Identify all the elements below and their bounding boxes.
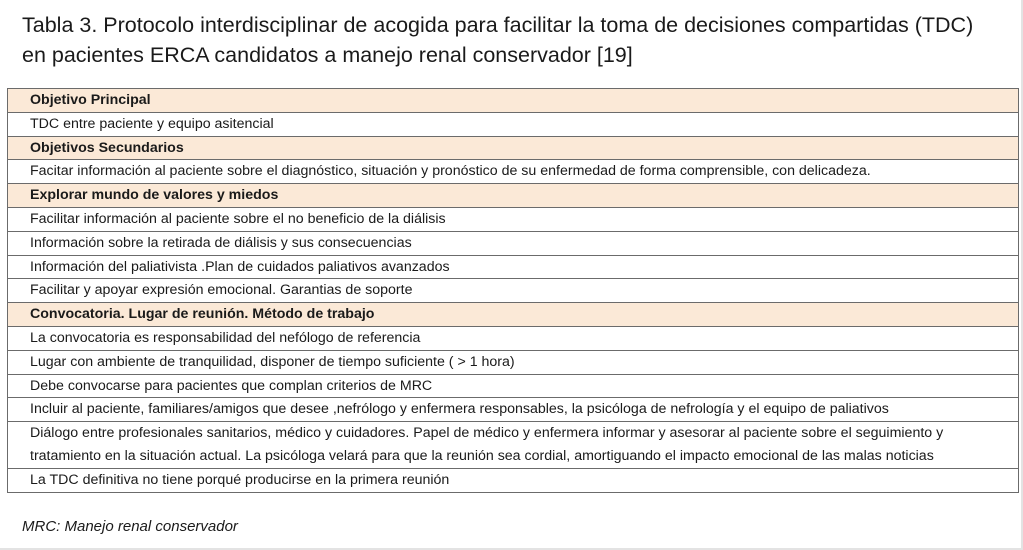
table-row: Lugar con ambiente de tranquilidad, disponer de tiempo suficiente ( > 1 hora) bbox=[8, 351, 1018, 375]
table-row: Diálogo entre profesionales sanitarios, médico y cuidadores. Papel de médico y enfermera informar y asesorar al paciente sobre el seguimiento y tratamiento en la situación actual. La psicóloga velará para que la reunión sea cordial, amortiguando el impacto emocional de las malas noticias bbox=[8, 422, 1018, 469]
table-row: Información sobre la retirada de diálisis y sus consecuencias bbox=[8, 232, 1018, 256]
protocol-table bbox=[7, 88, 1019, 493]
table-row: Facitar información al paciente sobre el diagnóstico, situación y pronóstico de su enfermedad de forma comprensible, con delicadeza. bbox=[8, 160, 1018, 184]
table-row: La convocatoria es responsabilidad del nefólogo de referencia bbox=[8, 327, 1018, 351]
table-row: Incluir al paciente, familiares/amigos que desee ,nefrólogo y enfermera responsables, la psicóloga de nefrología y el equipo de paliativos bbox=[8, 398, 1018, 422]
section-header-row: Convocatoria. Lugar de reunión. Método de trabajo bbox=[8, 303, 1018, 327]
section-header-row: Explorar mundo de valores y miedos bbox=[8, 184, 1018, 208]
footnote: MRC: Manejo renal conservador bbox=[22, 518, 238, 535]
table-row: Facilitar información al paciente sobre el no beneficio de la diálisis bbox=[8, 208, 1018, 232]
table-title: Tabla 3. Protocolo interdisciplinar de acogida para facilitar la toma de decisiones compartidas (TDC) en pacientes ERCA candidatos a manejo renal conservador [19] bbox=[22, 13, 974, 67]
section-header-row: Objetivo Principal bbox=[8, 89, 1018, 113]
section-header-row: Objetivos Secundarios bbox=[8, 137, 1018, 161]
table-row: Facilitar y apoyar expresión emocional. Garantias de soporte bbox=[8, 279, 1018, 303]
table-row: Información del paliativista .Plan de cuidados paliativos avanzados bbox=[8, 256, 1018, 280]
table-row: Debe convocarse para pacientes que complan criterios de MRC bbox=[8, 375, 1018, 399]
table-row: TDC entre paciente y equipo asitencial bbox=[8, 113, 1018, 137]
table-row: La TDC definitiva no tiene porqué producirse en la primera reunión bbox=[30, 471, 450, 488]
